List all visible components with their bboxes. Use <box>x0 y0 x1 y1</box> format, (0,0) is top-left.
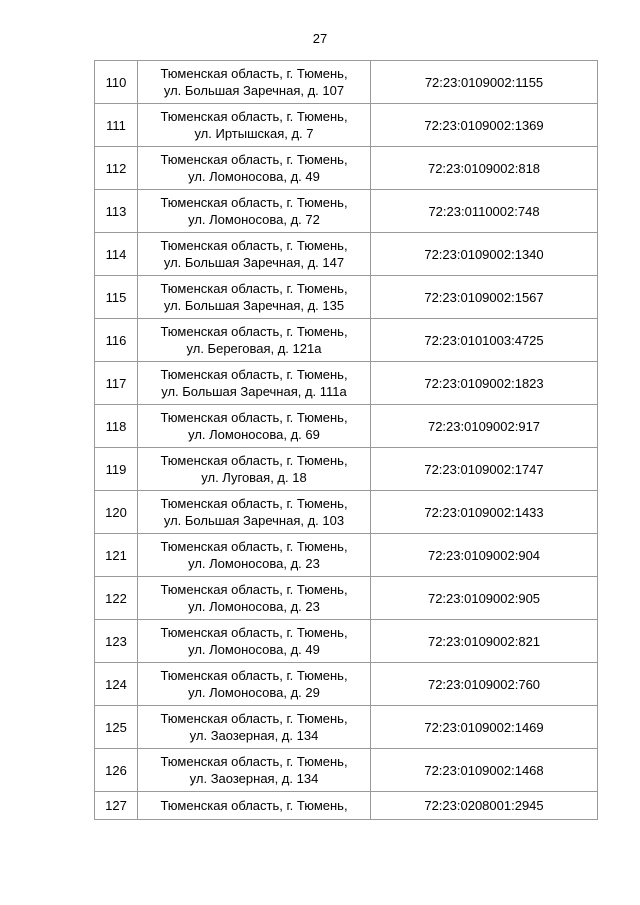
address-line-1: Тюменская область, г. Тюмень, <box>160 281 348 296</box>
address-cell <box>138 620 371 663</box>
table-row <box>95 104 598 147</box>
address-line-2: ул. Ломоносова, д. 69 <box>188 427 320 442</box>
table-row <box>95 792 598 820</box>
table-row <box>95 620 598 663</box>
table-row <box>95 749 598 792</box>
row-number: 112 <box>95 147 138 190</box>
cadastral-number: 72:23:0109002:1468 <box>371 749 598 792</box>
address-line-1: Тюменская область, г. Тюмень, <box>160 668 348 683</box>
row-number: 126 <box>95 749 138 792</box>
address-cell <box>138 663 371 706</box>
cadastral-number: 72:23:0109002:1340 <box>371 233 598 276</box>
table-row <box>95 61 598 104</box>
cadastral-number: 72:23:0208001:2945 <box>371 792 598 820</box>
address-line-2: ул. Береговая, д. 121а <box>186 341 322 356</box>
table-row <box>95 448 598 491</box>
table-row <box>95 491 598 534</box>
cadastral-number: 72:23:0109002:1469 <box>371 706 598 749</box>
address-cell <box>138 706 371 749</box>
row-number: 125 <box>95 706 138 749</box>
address-line-2: ул. Луговая, д. 18 <box>201 470 307 485</box>
table-row <box>95 233 598 276</box>
table-row <box>95 147 598 190</box>
address-cell <box>138 749 371 792</box>
address-line-2: ул. Большая Заречная, д. 135 <box>163 298 345 313</box>
row-number: 121 <box>95 534 138 577</box>
address-line-1: Тюменская область, г. Тюмень, <box>160 496 348 511</box>
cadastral-number: 72:23:0109002:760 <box>371 663 598 706</box>
address-line-1: Тюменская область, г. Тюмень, <box>160 711 348 726</box>
row-number: 123 <box>95 620 138 663</box>
address-line-1: Тюменская область, г. Тюмень, <box>160 410 348 425</box>
address-cell <box>138 362 371 405</box>
address-cell <box>138 190 371 233</box>
address-line-1: Тюменская область, г. Тюмень, <box>160 754 348 769</box>
address-cell <box>138 276 371 319</box>
address-cell <box>138 534 371 577</box>
address-line-2: ул. Ломоносова, д. 29 <box>188 685 320 700</box>
cadastral-number: 72:23:0101003:4725 <box>371 319 598 362</box>
table-row <box>95 663 598 706</box>
address-line-1: Тюменская область, г. Тюмень, <box>160 367 348 382</box>
property-table <box>94 60 598 820</box>
address-line-2: ул. Большая Заречная, д. 111а <box>161 384 347 399</box>
cadastral-number: 72:23:0109002:1747 <box>371 448 598 491</box>
row-number: 117 <box>95 362 138 405</box>
address-cell <box>138 104 371 147</box>
row-number: 124 <box>95 663 138 706</box>
address-line-2: ул. Заозерная, д. 134 <box>189 728 319 743</box>
address-cell <box>138 319 371 362</box>
table-row <box>95 534 598 577</box>
cadastral-number: 72:23:0109002:818 <box>371 147 598 190</box>
address-line-2: ул. Большая Заречная, д. 147 <box>163 255 345 270</box>
address-cell <box>138 577 371 620</box>
table-row <box>95 319 598 362</box>
cadastral-number: 72:23:0109002:821 <box>371 620 598 663</box>
address-line-1: Тюменская область, г. Тюмень, <box>160 798 348 813</box>
address-line-2: ул. Ломоносова, д. 23 <box>188 599 320 614</box>
address-line-2: ул. Иртышская, д. 7 <box>194 126 314 141</box>
row-number: 113 <box>95 190 138 233</box>
cadastral-number: 72:23:0109002:904 <box>371 534 598 577</box>
page-number: 27 <box>312 31 328 46</box>
address-line-1: Тюменская область, г. Тюмень, <box>160 324 348 339</box>
address-line-1: Тюменская область, г. Тюмень, <box>160 66 348 81</box>
row-number: 110 <box>95 61 138 104</box>
row-number: 120 <box>95 491 138 534</box>
address-cell <box>138 491 371 534</box>
address-line-1: Тюменская область, г. Тюмень, <box>160 238 348 253</box>
row-number: 119 <box>95 448 138 491</box>
row-number: 115 <box>95 276 138 319</box>
address-line-2: ул. Заозерная, д. 134 <box>189 771 319 786</box>
address-line-2: ул. Ломоносова, д. 49 <box>188 169 320 184</box>
row-number: 116 <box>95 319 138 362</box>
table-row <box>95 362 598 405</box>
row-number: 118 <box>95 405 138 448</box>
address-cell <box>138 448 371 491</box>
row-number: 111 <box>95 104 138 147</box>
table-row <box>95 190 598 233</box>
cadastral-number: 72:23:0110002:748 <box>371 190 598 233</box>
address-line-1: Тюменская область, г. Тюмень, <box>160 109 348 124</box>
table-row <box>95 706 598 749</box>
cadastral-number: 72:23:0109002:917 <box>371 405 598 448</box>
table-row <box>95 405 598 448</box>
address-line-1: Тюменская область, г. Тюмень, <box>160 582 348 597</box>
cadastral-number: 72:23:0109002:1823 <box>371 362 598 405</box>
address-line-2: ул. Ломоносова, д. 72 <box>188 212 320 227</box>
address-cell <box>138 405 371 448</box>
address-line-2: ул. Ломоносова, д. 23 <box>188 556 320 571</box>
cadastral-number: 72:23:0109002:905 <box>371 577 598 620</box>
row-number: 114 <box>95 233 138 276</box>
cadastral-number: 72:23:0109002:1567 <box>371 276 598 319</box>
address-line-2: ул. Большая Заречная, д. 107 <box>163 83 345 98</box>
address-cell <box>138 147 371 190</box>
address-line-1: Тюменская область, г. Тюмень, <box>160 152 348 167</box>
table-row <box>95 577 598 620</box>
address-line-2: ул. Большая Заречная, д. 103 <box>163 513 345 528</box>
row-number: 122 <box>95 577 138 620</box>
address-cell <box>138 233 371 276</box>
address-cell <box>138 792 371 820</box>
address-line-1: Тюменская область, г. Тюмень, <box>160 539 348 554</box>
address-cell <box>138 61 371 104</box>
address-line-2: ул. Ломоносова, д. 49 <box>188 642 320 657</box>
cadastral-number: 72:23:0109002:1155 <box>371 61 598 104</box>
address-line-1: Тюменская область, г. Тюмень, <box>160 195 348 210</box>
row-number: 127 <box>95 792 138 820</box>
cadastral-number: 72:23:0109002:1433 <box>371 491 598 534</box>
address-line-1: Тюменская область, г. Тюмень, <box>160 625 348 640</box>
table-row <box>95 276 598 319</box>
address-line-1: Тюменская область, г. Тюмень, <box>160 453 348 468</box>
cadastral-number: 72:23:0109002:1369 <box>371 104 598 147</box>
